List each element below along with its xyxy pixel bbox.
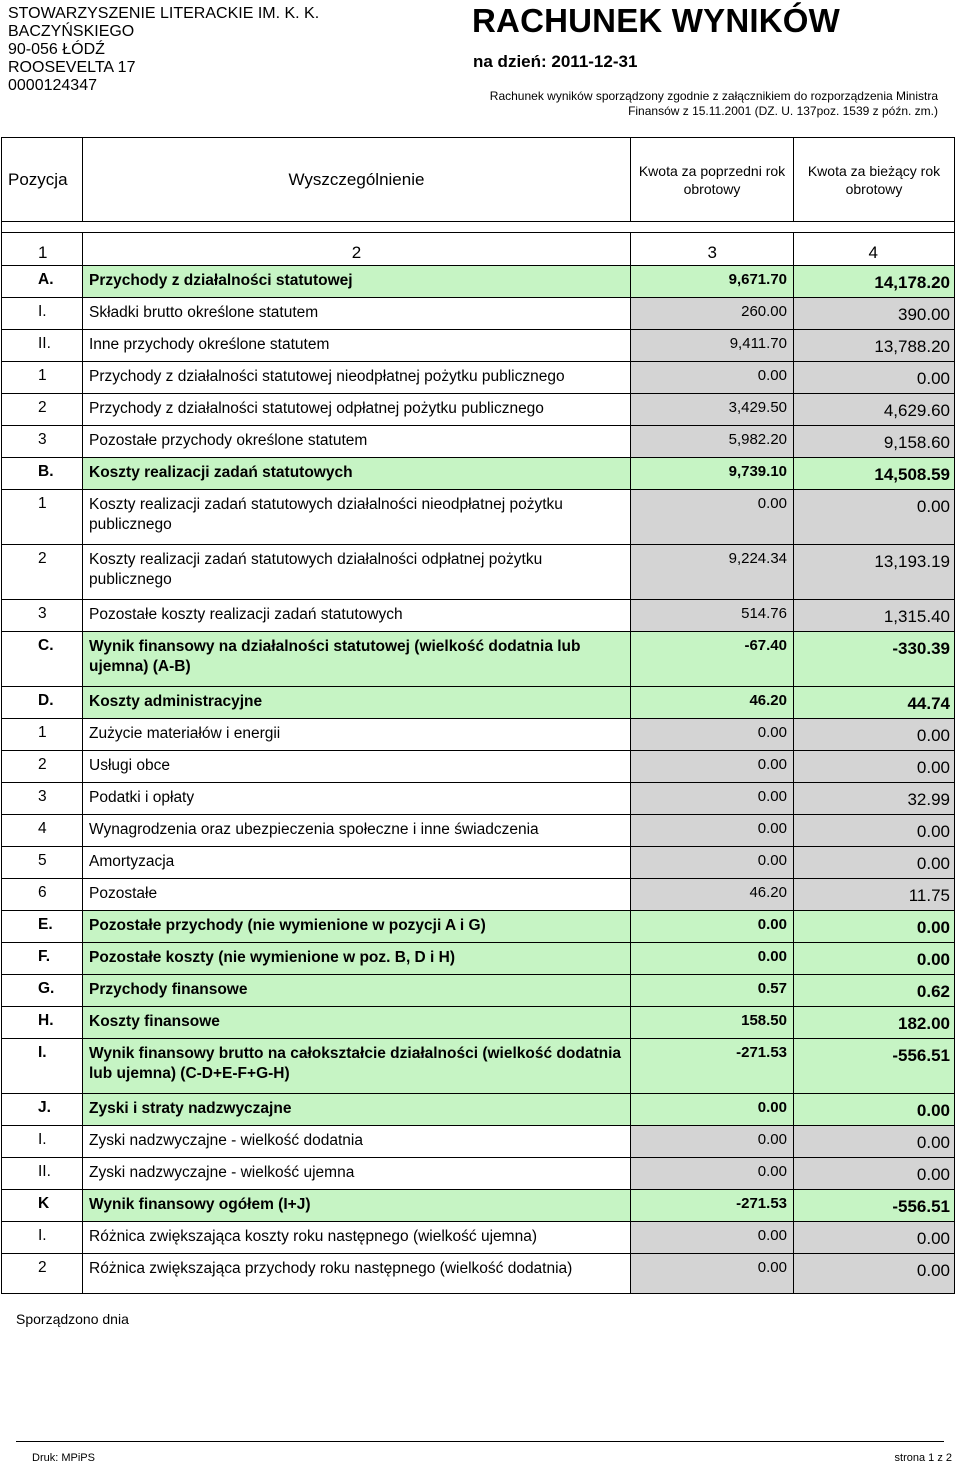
- row-position: B.: [2, 458, 83, 490]
- detail-row: [2, 1126, 955, 1158]
- row-current-amount: 0.00: [794, 911, 955, 943]
- detail-row: [2, 600, 955, 632]
- org-postal-city: 90-056 ŁÓDŹ: [8, 41, 105, 58]
- row-description: Zyski nadzwyczajne - wielkość dodatnia: [83, 1126, 631, 1158]
- row-current-amount: 182.00: [794, 1007, 955, 1039]
- row-position: 6: [2, 879, 83, 911]
- row-current-amount: 0.62: [794, 975, 955, 1007]
- row-previous-amount: 3,429.50: [631, 394, 794, 426]
- row-description: Zyski nadzwyczajne - wielkość ujemna: [83, 1158, 631, 1190]
- detail-row: [2, 1254, 955, 1294]
- row-current-amount: 14,508.59: [794, 458, 955, 490]
- row-position: H.: [2, 1007, 83, 1039]
- row-position: J.: [2, 1094, 83, 1126]
- document-title: RACHUNEK WYNIKÓW: [472, 2, 841, 39]
- row-position: K: [2, 1190, 83, 1222]
- row-description: Zyski i straty nadzwyczajne: [83, 1094, 631, 1126]
- summary-row: [2, 1039, 955, 1094]
- row-description: Przychody finansowe: [83, 975, 631, 1007]
- detail-row: [2, 362, 955, 394]
- row-current-amount: 44.74: [794, 687, 955, 719]
- row-description: Składki brutto określone statutem: [83, 298, 631, 330]
- col-number-2: 2: [83, 233, 631, 266]
- row-description: Pozostałe przychody określone statutem: [83, 426, 631, 458]
- print-source-label: Druk: MPiPS: [32, 1452, 95, 1464]
- row-description: Koszty realizacji zadań statutowych działalności odpłatnej pożytku publicznego: [83, 545, 631, 600]
- row-previous-amount: 5,982.20: [631, 426, 794, 458]
- row-previous-amount: 9,739.10: [631, 458, 794, 490]
- row-description: Inne przychody określone statutem: [83, 330, 631, 362]
- row-position: II.: [2, 1158, 83, 1190]
- row-current-amount: 14,178.20: [794, 266, 955, 298]
- row-current-amount: 0.00: [794, 943, 955, 975]
- detail-row: [2, 879, 955, 911]
- row-previous-amount: 0.00: [631, 719, 794, 751]
- row-position: 2: [2, 545, 83, 600]
- row-previous-amount: 9,411.70: [631, 330, 794, 362]
- row-position: 3: [2, 783, 83, 815]
- row-previous-amount: 0.57: [631, 975, 794, 1007]
- row-position: 2: [2, 1254, 83, 1294]
- header-description: Wyszczególnienie: [83, 138, 631, 222]
- header-current-year: Kwota za bieżący rok obrotowy: [794, 138, 955, 222]
- row-position: 3: [2, 426, 83, 458]
- spacer-row: [2, 222, 955, 233]
- row-current-amount: 0.00: [794, 1254, 955, 1294]
- row-previous-amount: 0.00: [631, 362, 794, 394]
- report-date: na dzień: 2011-12-31: [473, 52, 638, 71]
- row-current-amount: -556.51: [794, 1190, 955, 1222]
- organization-block: [8, 5, 319, 95]
- detail-row: [2, 298, 955, 330]
- income-statement-table: [1, 137, 955, 1294]
- row-current-amount: 0.00: [794, 815, 955, 847]
- detail-row: [2, 426, 955, 458]
- row-previous-amount: 46.20: [631, 879, 794, 911]
- row-previous-amount: 0.00: [631, 783, 794, 815]
- detail-row: [2, 847, 955, 879]
- row-current-amount: -330.39: [794, 632, 955, 687]
- detail-row: [2, 719, 955, 751]
- row-position: G.: [2, 975, 83, 1007]
- row-previous-amount: 0.00: [631, 1094, 794, 1126]
- detail-row: [2, 490, 955, 545]
- row-description: Amortyzacja: [83, 847, 631, 879]
- row-previous-amount: 0.00: [631, 847, 794, 879]
- row-position: I.: [2, 298, 83, 330]
- row-current-amount: 1,315.40: [794, 600, 955, 632]
- row-description: Usługi obce: [83, 751, 631, 783]
- row-previous-amount: 9,671.70: [631, 266, 794, 298]
- org-krs-number: 0000124347: [8, 77, 97, 94]
- header-previous-year: Kwota za poprzedni rok obrotowy: [631, 138, 794, 222]
- row-position: I.: [2, 1222, 83, 1254]
- row-position: 3: [2, 600, 83, 632]
- row-position: I.: [2, 1126, 83, 1158]
- row-current-amount: -556.51: [794, 1039, 955, 1094]
- row-current-amount: 4,629.60: [794, 394, 955, 426]
- row-description: Przychody z działalności statutowej odpłatnej pożytku publicznego: [83, 394, 631, 426]
- summary-row: [2, 975, 955, 1007]
- row-previous-amount: -67.40: [631, 632, 794, 687]
- row-description: Pozostałe: [83, 879, 631, 911]
- page-number: strona 1 z 2: [894, 1452, 952, 1464]
- row-position: 4: [2, 815, 83, 847]
- row-position: 1: [2, 490, 83, 545]
- row-previous-amount: 0.00: [631, 751, 794, 783]
- row-previous-amount: 0.00: [631, 1254, 794, 1294]
- col-number-1: 1: [2, 233, 83, 266]
- row-description: Podatki i opłaty: [83, 783, 631, 815]
- column-number-row: [2, 233, 955, 266]
- row-position: F.: [2, 943, 83, 975]
- row-description: Zużycie materiałów i energii: [83, 719, 631, 751]
- detail-row: [2, 783, 955, 815]
- col-number-4: 4: [794, 233, 955, 266]
- summary-row: [2, 458, 955, 490]
- row-current-amount: 0.00: [794, 362, 955, 394]
- row-previous-amount: 0.00: [631, 490, 794, 545]
- org-name-line-1: STOWARZYSZENIE LITERACKIE IM. K. K.: [8, 5, 320, 22]
- summary-row: [2, 1007, 955, 1039]
- row-description: Koszty realizacji zadań statutowych działalności nieodpłatnej pożytku publicznego: [83, 490, 631, 545]
- row-current-amount: 0.00: [794, 1222, 955, 1254]
- row-description: Przychody z działalności statutowej nieodpłatnej pożytku publicznego: [83, 362, 631, 394]
- detail-row: [2, 545, 955, 600]
- footer-divider: [16, 1441, 944, 1442]
- row-description: Wynagrodzenia oraz ubezpieczenia społeczne i inne świadczenia: [83, 815, 631, 847]
- header-position: Pozycja: [2, 138, 83, 222]
- summary-row: [2, 266, 955, 298]
- row-current-amount: 0.00: [794, 847, 955, 879]
- summary-row: [2, 1094, 955, 1126]
- prepared-date-label: Sporządzono dnia: [16, 1311, 129, 1327]
- summary-row: [2, 911, 955, 943]
- row-current-amount: 0.00: [794, 1094, 955, 1126]
- row-previous-amount: 514.76: [631, 600, 794, 632]
- org-street: ROOSEVELTA 17: [8, 59, 136, 76]
- row-position: A.: [2, 266, 83, 298]
- row-current-amount: 0.00: [794, 490, 955, 545]
- row-description: Różnica zwiększająca koszty roku następnego (wielkość ujemna): [83, 1222, 631, 1254]
- row-description: Wynik finansowy brutto na całokształcie działalności (wielkość dodatnia lub ujemna) (C-D+E-F+G-H): [83, 1039, 631, 1094]
- summary-row: [2, 1190, 955, 1222]
- org-name-line-2: BACZYŃSKIEGO: [8, 23, 135, 40]
- row-current-amount: 390.00: [794, 298, 955, 330]
- row-current-amount: 13,193.19: [794, 545, 955, 600]
- row-previous-amount: 9,224.34: [631, 545, 794, 600]
- row-current-amount: 32.99: [794, 783, 955, 815]
- row-description: Koszty realizacji zadań statutowych: [83, 458, 631, 490]
- summary-row: [2, 687, 955, 719]
- row-position: 2: [2, 751, 83, 783]
- row-previous-amount: 0.00: [631, 911, 794, 943]
- row-current-amount: 11.75: [794, 879, 955, 911]
- row-description: Pozostałe koszty realizacji zadań statutowych: [83, 600, 631, 632]
- row-previous-amount: 0.00: [631, 1158, 794, 1190]
- row-position: 2: [2, 394, 83, 426]
- row-current-amount: 0.00: [794, 1158, 955, 1190]
- row-position: I.: [2, 1039, 83, 1094]
- row-description: Różnica zwiększająca przychody roku następnego (wielkość dodatnia): [83, 1254, 631, 1294]
- legal-basis-text: Rachunek wyników sporządzony zgodnie z załącznikiem do rozporządzenia Ministra Finansów z 15.11.2001 (DZ. U. 137poz. 1539 z późn. zm.): [489, 89, 938, 118]
- detail-row: [2, 815, 955, 847]
- detail-row: [2, 394, 955, 426]
- row-description: Pozostałe koszty (nie wymienione w poz. B, D i H): [83, 943, 631, 975]
- row-previous-amount: 0.00: [631, 943, 794, 975]
- row-current-amount: 9,158.60: [794, 426, 955, 458]
- row-previous-amount: -271.53: [631, 1039, 794, 1094]
- row-description: Koszty administracyjne: [83, 687, 631, 719]
- col-number-3: 3: [631, 233, 794, 266]
- row-position: C.: [2, 632, 83, 687]
- row-description: Pozostałe przychody (nie wymienione w pozycji A i G): [83, 911, 631, 943]
- detail-row: [2, 330, 955, 362]
- row-previous-amount: -271.53: [631, 1190, 794, 1222]
- row-current-amount: 0.00: [794, 751, 955, 783]
- row-previous-amount: 46.20: [631, 687, 794, 719]
- row-current-amount: 0.00: [794, 719, 955, 751]
- row-position: II.: [2, 330, 83, 362]
- row-current-amount: 0.00: [794, 1126, 955, 1158]
- row-current-amount: 13,788.20: [794, 330, 955, 362]
- row-previous-amount: 0.00: [631, 1126, 794, 1158]
- row-previous-amount: 0.00: [631, 1222, 794, 1254]
- detail-row: [2, 751, 955, 783]
- row-description: Wynik finansowy ogółem (I+J): [83, 1190, 631, 1222]
- row-description: Przychody z działalności statutowej: [83, 266, 631, 298]
- row-position: D.: [2, 687, 83, 719]
- summary-row: [2, 943, 955, 975]
- detail-row: [2, 1158, 955, 1190]
- row-description: Koszty finansowe: [83, 1007, 631, 1039]
- row-position: 1: [2, 362, 83, 394]
- row-previous-amount: 158.50: [631, 1007, 794, 1039]
- summary-row: [2, 632, 955, 687]
- header-row: [2, 138, 955, 222]
- row-position: 5: [2, 847, 83, 879]
- row-description: Wynik finansowy na działalności statutowej (wielkość dodatnia lub ujemna) (A-B): [83, 632, 631, 687]
- row-previous-amount: 260.00: [631, 298, 794, 330]
- row-position: 1: [2, 719, 83, 751]
- row-previous-amount: 0.00: [631, 815, 794, 847]
- detail-row: [2, 1222, 955, 1254]
- row-position: E.: [2, 911, 83, 943]
